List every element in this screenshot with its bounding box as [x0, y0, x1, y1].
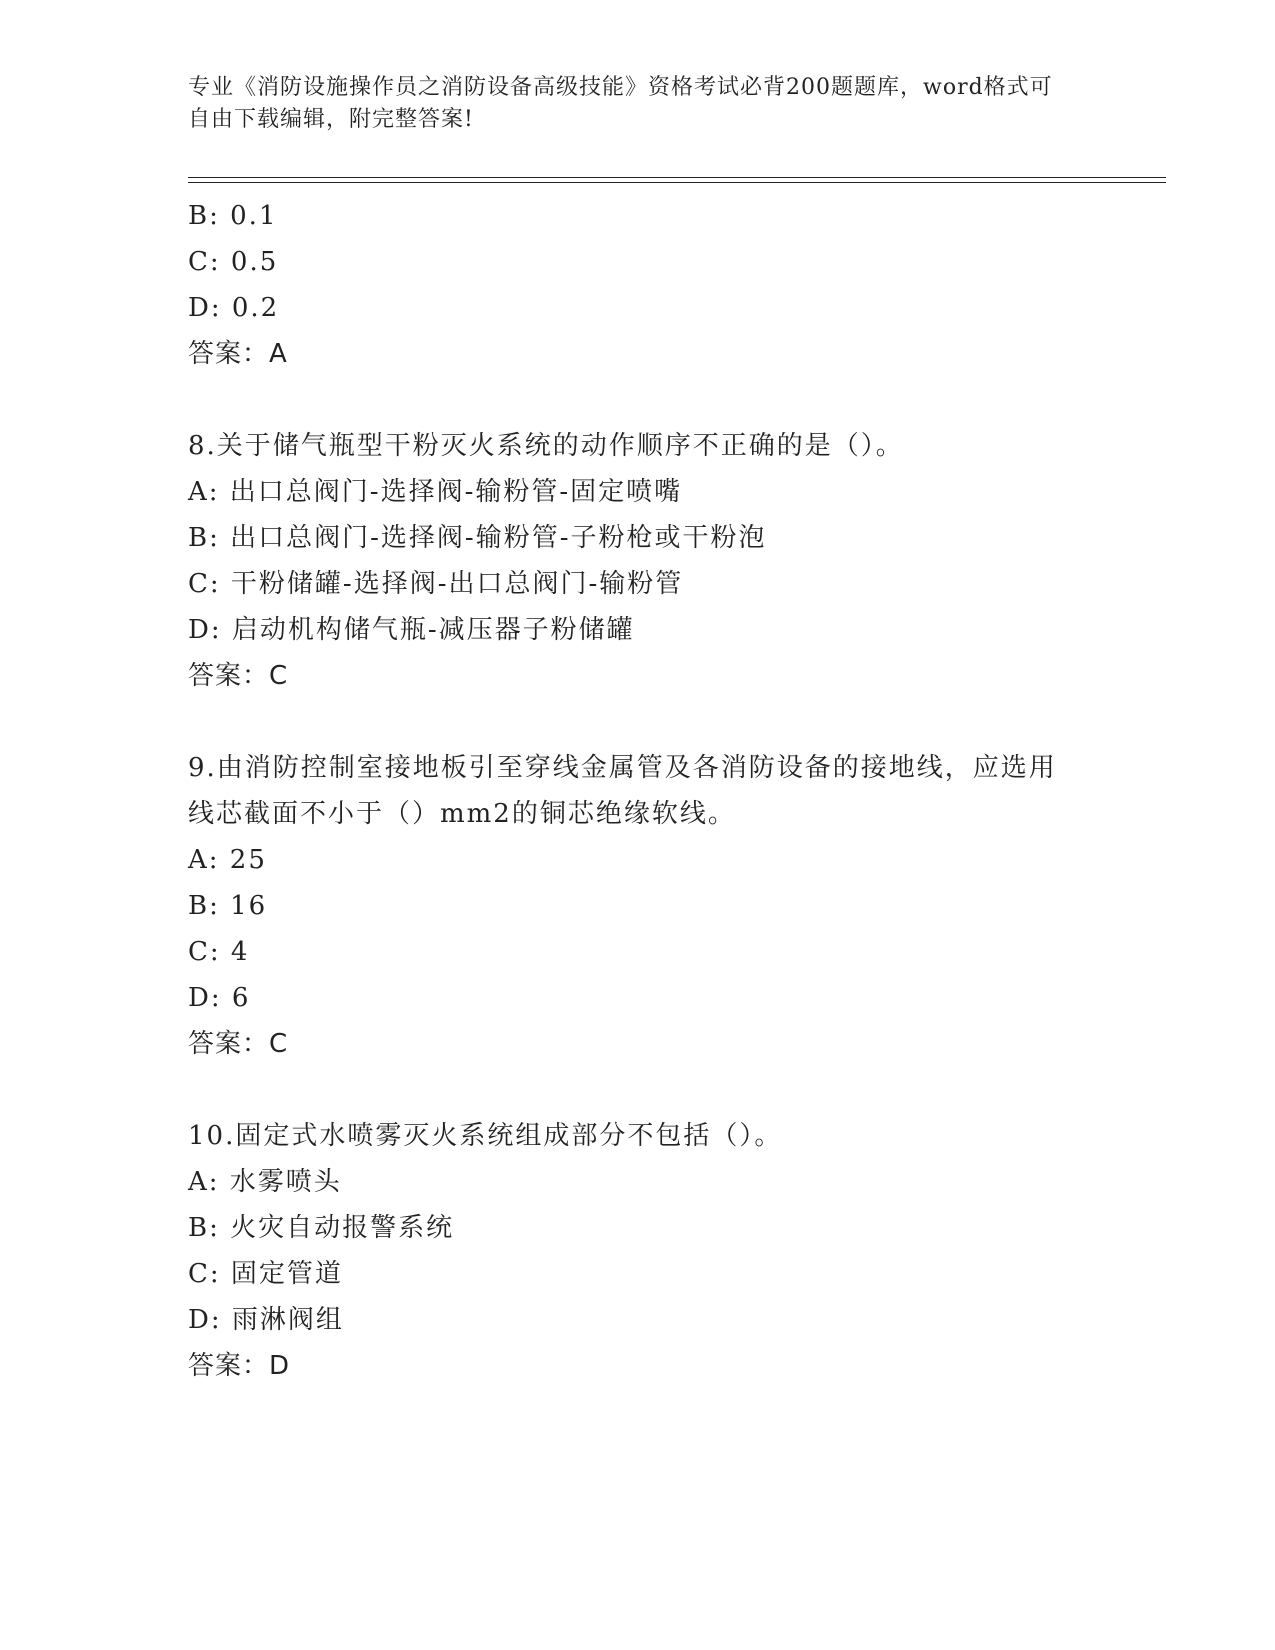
question-block-8	[188, 423, 1088, 699]
option-c: C: 干粉储罐-选择阀-出口总阀门-输粉管	[188, 569, 684, 599]
answer-line: 答案：C	[188, 661, 289, 691]
option-a: A: 25	[188, 845, 267, 875]
option-c: C: 4	[188, 937, 250, 967]
option-c: C: 固定管道	[188, 1259, 343, 1289]
question-block-10	[188, 1113, 1088, 1389]
document-header: 专业《消防设施操作员之消防设备高级技能》资格考试必背200题题库，word格式可自由下载编辑，附完整答案!	[188, 75, 1053, 132]
question-block-7	[188, 193, 1088, 377]
question-text: 10.固定式水喷雾灭火系统组成部分不包括（）。	[188, 1121, 783, 1151]
question-text: 8.关于储气瓶型干粉灭火系统的动作顺序不正确的是（）。	[188, 431, 904, 461]
option-b: B: 0.1	[188, 201, 278, 231]
option-b: B: 火灾自动报警系统	[188, 1213, 455, 1243]
answer-line: 答案：D	[188, 1351, 291, 1381]
header-divider-bottom	[188, 182, 1166, 183]
option-a: A: 出口总阀门-选择阀-输粉管-固定喷嘴	[188, 477, 683, 507]
option-d: D: 启动机构储气瓶-减压器子粉储罐	[188, 615, 635, 645]
option-c: C: 0.5	[188, 247, 279, 277]
option-d: D: 6	[188, 983, 251, 1013]
answer-line: 答案：C	[188, 1029, 289, 1059]
answer-line: 答案：A	[188, 339, 288, 369]
option-b: B: 出口总阀门-选择阀-输粉管-子粉枪或干粉泡	[188, 523, 767, 553]
option-d: D: 0.2	[188, 293, 280, 323]
question-text: 9.由消防控制室接地板引至穿线金属管及各消防设备的接地线，应选用线芯截面不小于（）mm2的铜芯绝缘软线。	[188, 753, 1057, 829]
option-b: B: 16	[188, 891, 268, 921]
question-block-9	[188, 745, 1088, 1067]
header-divider-top	[188, 177, 1166, 178]
option-a: A: 水雾喷头	[188, 1167, 342, 1197]
question-list	[188, 193, 1088, 1389]
option-d: D: 雨淋阀组	[188, 1305, 344, 1335]
